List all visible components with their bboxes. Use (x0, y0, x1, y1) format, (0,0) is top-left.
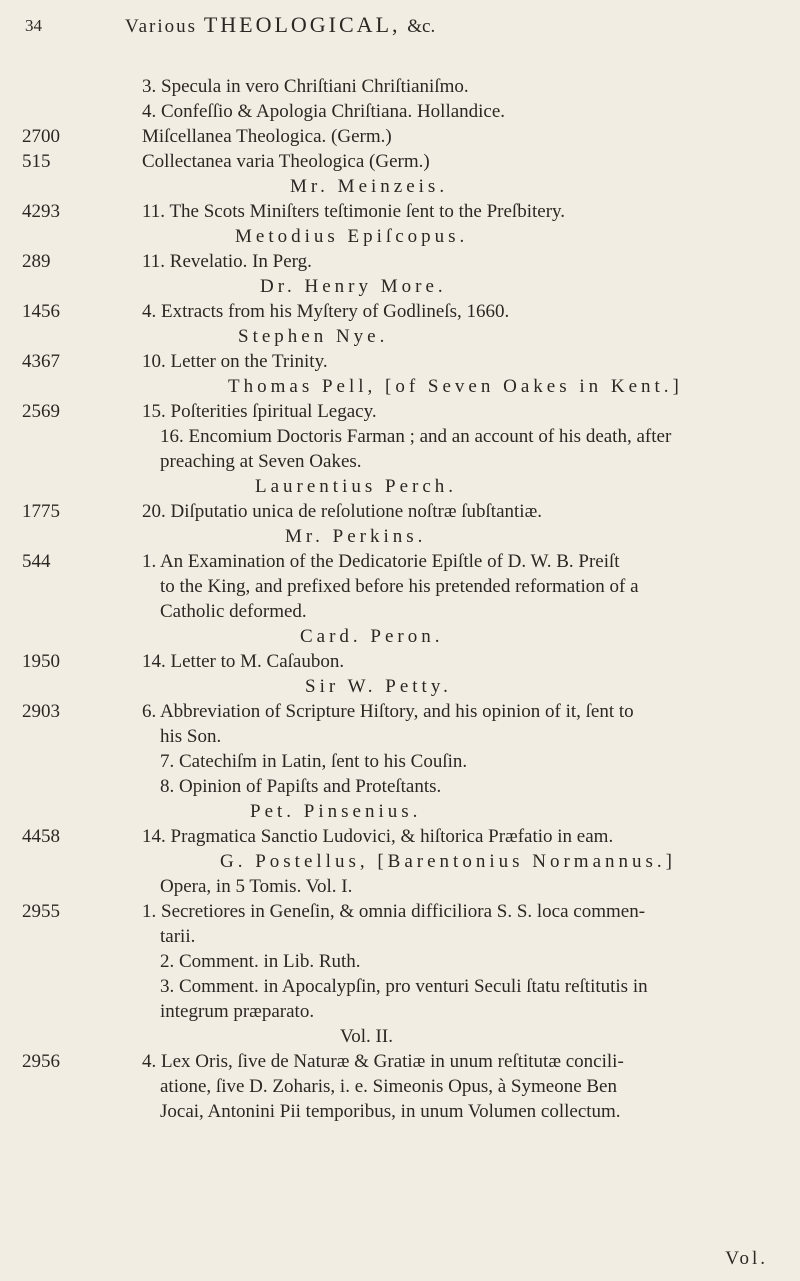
entry-text: 1. An Examination of the Dedicatorie Epiſtle of D. W. B. Preiſt (142, 551, 620, 572)
page-number: 34 (25, 16, 42, 35)
shelf-number: 1456 (22, 301, 60, 322)
shelf-number: 289 (22, 251, 51, 272)
author-heading: Sir W. Petty. (305, 676, 452, 697)
entry-text: 14. Pragmatica Sanctio Ludovici, & hiſtorica Præfatio in eam. (142, 826, 614, 847)
shelf-number: 1775 (22, 501, 60, 522)
running-title-big: THEOLOGICAL, (203, 12, 401, 37)
shelf-number: 2700 (22, 126, 60, 147)
shelf-number: 2903 (22, 701, 60, 722)
entry-text: 4. Confeſſio & Apologia Chriſtiana. Hollandice. (142, 101, 506, 122)
entry-text: 2. Comment. in Lib. Ruth. (160, 951, 361, 972)
entry-text: his Son. (160, 726, 222, 747)
shelf-number: 4367 (22, 351, 60, 372)
running-title-small: Various (125, 16, 198, 37)
entry-text: 10. Letter on the Trinity. (142, 351, 328, 372)
catchword: Vol. (725, 1248, 768, 1269)
entry-text: Collectanea varia Theologica (Germ.) (142, 151, 430, 172)
entry-text: integrum præparato. (160, 1001, 315, 1022)
entry-text: Jocai, Antonini Pii temporibus, in unum Volumen collectum. (160, 1101, 621, 1122)
entry-text: tarii. (160, 926, 196, 947)
shelf-number: 4293 (22, 201, 60, 222)
entry-text: 20. Diſputatio unica de reſolutione noſtræ ſubſtantiæ. (142, 501, 542, 522)
entry-text: 7. Catechiſm in Latin, ſent to his Couſin. (160, 751, 468, 772)
page-header (25, 10, 785, 36)
running-title-tail: &c. (407, 16, 436, 37)
entry-text: 14. Letter to M. Caſaubon. (142, 651, 345, 672)
entry-text: preaching at Seven Oakes. (160, 451, 362, 472)
author-heading: Card. Peron. (300, 626, 444, 647)
shelf-number: 2956 (22, 1051, 60, 1072)
shelf-number: 4458 (22, 826, 60, 847)
entry-text: Catholic deformed. (160, 601, 307, 622)
author-heading: Laurentius Perch. (255, 476, 458, 497)
entry-text: Miſcellanea Theologica. (Germ.) (142, 126, 392, 147)
entry-text: 4. Extracts from his Myſtery of Godlineſs, 1660. (142, 301, 510, 322)
entry-text: 1. Secretiores in Geneſin, & omnia difficiliora S. S. loca commen- (142, 901, 646, 922)
entry-text: 4. Lex Oris, ſive de Naturæ & Gratiæ in unum reſtitutæ concili- (142, 1051, 624, 1072)
entry-text: 6. Abbreviation of Scripture Hiſtory, and his opinion of it, ſent to (142, 701, 634, 722)
entry-text: to the King, and prefixed before his pretended reformation of a (160, 576, 639, 597)
author-heading: G. Postellus, [Barentonius Normannus.] (220, 851, 676, 872)
author-heading: Thomas Pell, [of Seven Oakes in Kent.] (228, 376, 683, 397)
author-heading: Stephen Nye. (238, 326, 389, 347)
running-title (125, 12, 435, 38)
author-heading: Dr. Henry More. (260, 276, 447, 297)
shelf-number: 544 (22, 551, 51, 572)
author-heading: Mr. Meinzeis. (290, 176, 449, 197)
entry-text: 16. Encomium Doctoris Farman ; and an account of his death, after (160, 426, 672, 447)
entry-text: 15. Poſterities ſpiritual Legacy. (142, 401, 377, 422)
entry-text: atione, ſive D. Zoharis, i. e. Simeonis Opus, à Symeone Ben (160, 1076, 617, 1097)
author-heading: Metodius Epiſcopus. (235, 226, 469, 247)
author-heading: Mr. Perkins. (285, 526, 427, 547)
shelf-number: 2955 (22, 901, 60, 922)
entry-text: 8. Opinion of Papiſts and Proteſtants. (160, 776, 442, 797)
author-heading: Pet. Pinsenius. (250, 801, 422, 822)
entry-text: 3. Specula in vero Chriſtiani Chriſtianiſmo. (142, 76, 469, 97)
entry-text: 3. Comment. in Apocalypſin, pro venturi Seculi ſtatu reſtitutis in (160, 976, 648, 997)
shelf-number: 515 (22, 151, 51, 172)
entry-text: Vol. II. (340, 1026, 393, 1047)
entry-text: 11. The Scots Miniſters teſtimonie ſent to the Preſbitery. (142, 201, 566, 222)
shelf-number: 1950 (22, 651, 60, 672)
entry-text: 11. Revelatio. In Perg. (142, 251, 312, 272)
shelf-number: 2569 (22, 401, 60, 422)
entry-text: Opera, in 5 Tomis. Vol. I. (160, 876, 353, 897)
